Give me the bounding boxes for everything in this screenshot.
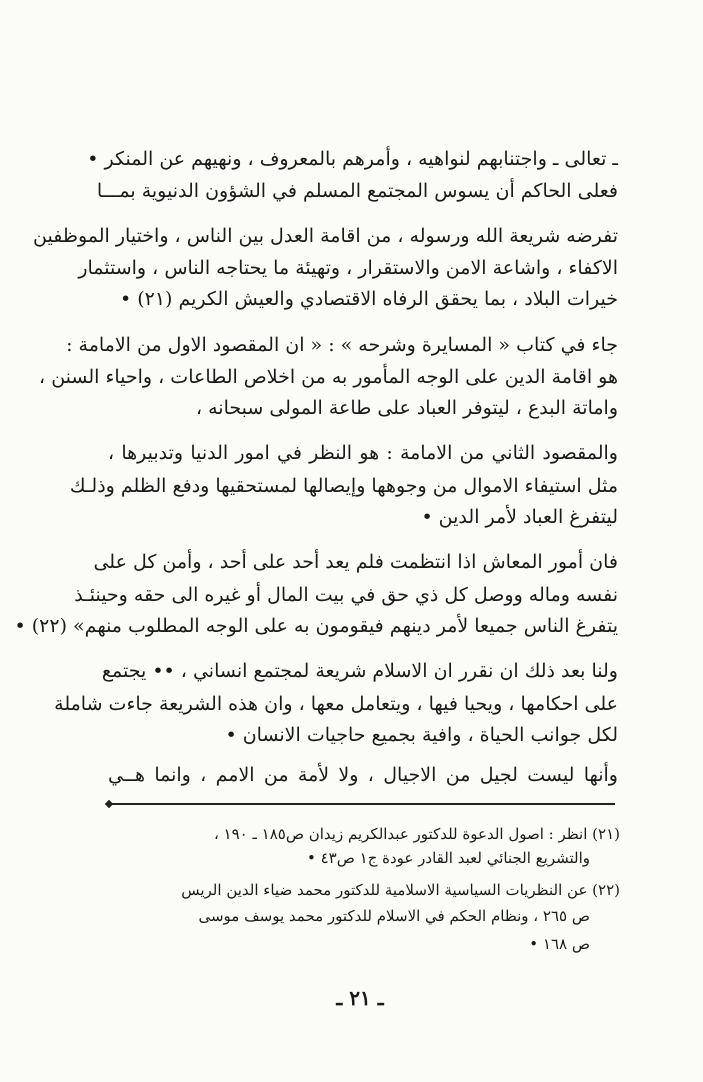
body-line: وأنها ليست لجيل من الاجيال ، ولا لأمة من الامم ، وانما هــي bbox=[108, 764, 618, 786]
body-line: لكل جوانب الحياة ، وافية بجميع حاجيات الانسان • bbox=[225, 724, 618, 746]
body-line: هو اقامة الدين على الوجه المأمور به من اخلاص الطاعات ، واحياء السنن ، bbox=[39, 366, 618, 388]
body-line: ولنا بعد ذلك ان نقرر ان الاسلام شريعة لمجتمع انساني ، •• يجتمع bbox=[101, 660, 618, 682]
footnote-22-line: ص ٢٦٥ ، ونظام الحكم في الاسلام للدكتور محمد يوسف موسى bbox=[198, 907, 590, 925]
body-line: الاكفاء ، واشاعة الامن والاستقرار ، وتهيئة ما يحتاجه الناس ، واستثمار bbox=[78, 257, 618, 279]
body-line: جاء في كتاب « المسايرة وشرحه » : « ان المقصود الاول من الامامة : bbox=[66, 334, 618, 356]
body-line: فعلى الحاكم أن يسوس المجتمع المسلم في الشؤون الدنيوية بمـــا bbox=[96, 180, 618, 202]
footnote-22-line: (٢٢) عن النظريات السياسية الاسلامية للدكتور محمد ضياء الدين الريس bbox=[181, 881, 620, 899]
body-line: ـ تعالى ـ واجتنابهم لنواهيه ، وأمرهم بالمعروف ، ونهيهم عن المنكر • bbox=[87, 148, 618, 170]
body-line: ليتفرغ العباد لأمر الدين • bbox=[421, 506, 618, 528]
body-line: تفرضه شريعة الله ورسوله ، من اقامة العدل بين الناس ، واختيار الموظفين bbox=[33, 225, 618, 247]
body-line: على احكامها ، ويحيا فيها ، ويتعامل معها ، وان هذه الشريعة جاءت شاملة bbox=[54, 693, 618, 715]
body-line: مثل استيفاء الاموال من وجوهها وإيصالها لمستحقيها ودفع الظلم وذلـك bbox=[69, 475, 618, 497]
body-line: خيرات البلاد ، بما يحقق الرفاه الاقتصادي والعيش الكريم (٢١) • bbox=[119, 288, 618, 310]
footnote-21-line: والتشريع الجنائي لعبد القادر عودة ج١ ص٤٣ • bbox=[306, 849, 590, 867]
page-number: ـ ٢١ ـ bbox=[336, 986, 384, 1010]
body-line: والمقصود الثاني من الامامة : هو النظر في امور الدنيا وتدبيرها ، bbox=[108, 442, 618, 464]
body-line: يتفرغ الناس جميعا لأمر دينهم فيقومون به على الوجه المطلوب منهم» (٢٢) • bbox=[14, 615, 618, 637]
footnote-21-line: (٢١) انظر : اصول الدعوة للدكتور عبدالكريم زيدان ص١٨٥ ـ ١٩٠ ، bbox=[213, 825, 620, 843]
body-line: واماتة البدع ، ليتوفر العباد على طاعة المولى سبحانه ، bbox=[195, 397, 618, 419]
body-line: نفسه وماله ووصل كل ذي حق في بيت المال أو غيره الى حقه وحينئـذ bbox=[74, 584, 618, 606]
body-line: فان أمور المعاش اذا انتظمت فلم يعد أحد على أحد ، وأمن كل على bbox=[93, 551, 618, 573]
footnote-22-line: ص ١٦٨ • bbox=[529, 935, 590, 953]
footnote-divider bbox=[110, 803, 615, 805]
